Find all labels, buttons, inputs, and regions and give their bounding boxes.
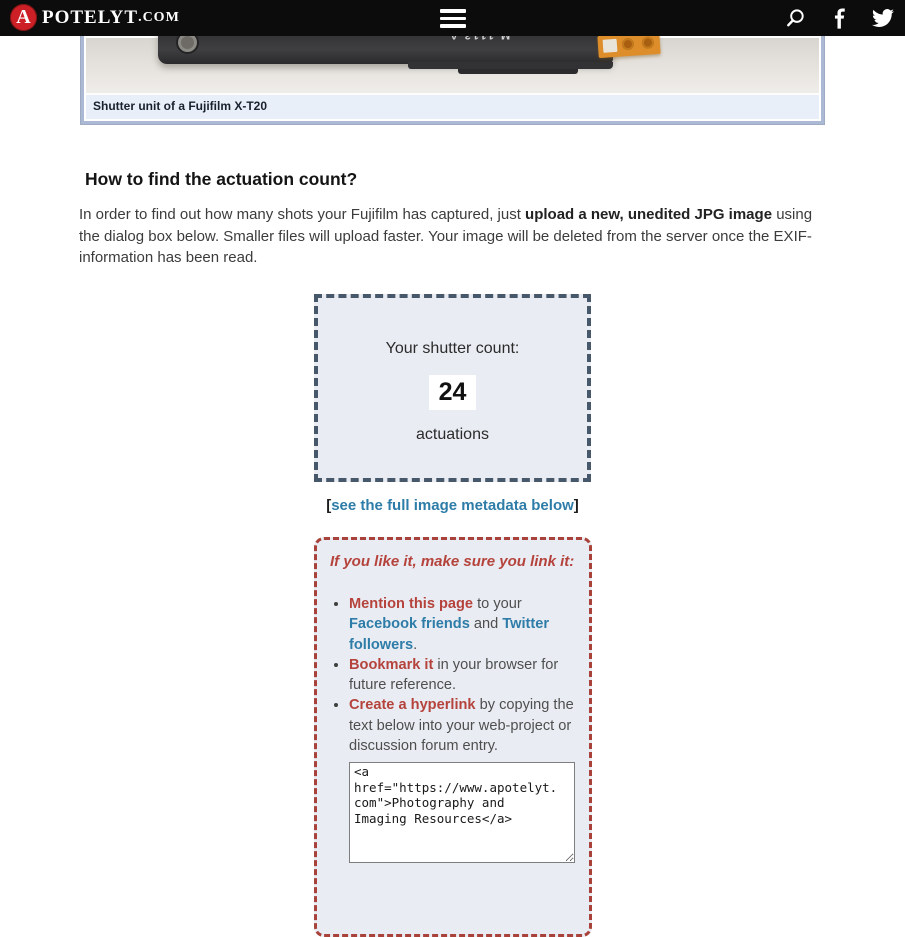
hamburger-bar [440,17,466,21]
intro-bold-text: upload a new, unedited JPG image [525,206,773,223]
result-unit-label: actuations [416,426,489,443]
apotelyt-logo[interactable] [10,4,180,31]
list-item-text: and [469,616,503,633]
hamburger-bar [440,24,466,28]
flex-cable-chip [603,39,618,53]
facebook-icon[interactable] [817,0,861,36]
intro-text: In order to find out how many shots your Fujifilm has captured, just [79,206,526,223]
section-heading: How to find the actuation count? [85,169,358,189]
top-nav-bar [0,0,905,36]
link-it-list [330,594,581,756]
shutter-count-result-box [314,294,591,482]
result-label: Your shutter count: [385,340,520,357]
embed-code-textarea[interactable] [349,762,575,863]
logo-site-tld: .COM [138,9,180,25]
list-item-text: . [413,636,418,653]
intro-text: using the dialog box below. Smaller files will upload faster. Your image will be deleted from the server once the EXIF-information has been read. [79,206,813,266]
list-item [349,594,581,655]
shutter-count-value: 24 [429,375,477,410]
flex-cable-pad [622,38,635,51]
search-icon[interactable] [773,0,817,36]
shutter-photo-frame [81,36,824,124]
intro-paragraph [79,204,827,269]
shutter-photo-card [80,36,825,125]
list-item [349,655,581,696]
shutter-step [458,69,578,74]
flex-cable-pad [641,36,654,49]
facebook-friends-link[interactable]: Facebook friends [349,616,470,633]
shutter-step [408,62,613,69]
shutter-photo [86,38,819,93]
photo-caption: Shutter unit of a Fujifilm X-T20 [86,93,819,119]
header-actions [773,0,905,36]
list-item-text: by copying the text below into your web-project or discussion forum entry. [349,697,574,755]
mention-this-page-text: Mention this page [349,596,474,612]
link-it-box [314,537,592,937]
metadata-link[interactable]: see the full image metadata below [331,497,574,514]
list-item [349,695,581,756]
hamburger-bar [440,9,466,13]
link-it-title: If you like it, make sure you link it: [330,553,575,570]
hamburger-menu-icon[interactable] [440,9,466,28]
create-hyperlink-text: Create a hyperlink [349,697,476,714]
logo-a-icon: A [10,4,37,31]
list-item-text: to your [473,596,522,612]
list-item-text: in your browser for future reference. [349,656,559,694]
bookmark-it-text: Bookmark it [349,656,434,673]
bracket-open: [ [326,497,332,514]
twitter-icon[interactable] [861,0,905,36]
bracket-close: ] [573,497,579,514]
logo-site-name: POTELYT [42,6,139,28]
metadata-link-row [0,497,905,514]
twitter-followers-link[interactable]: Twitter followers [349,616,550,653]
